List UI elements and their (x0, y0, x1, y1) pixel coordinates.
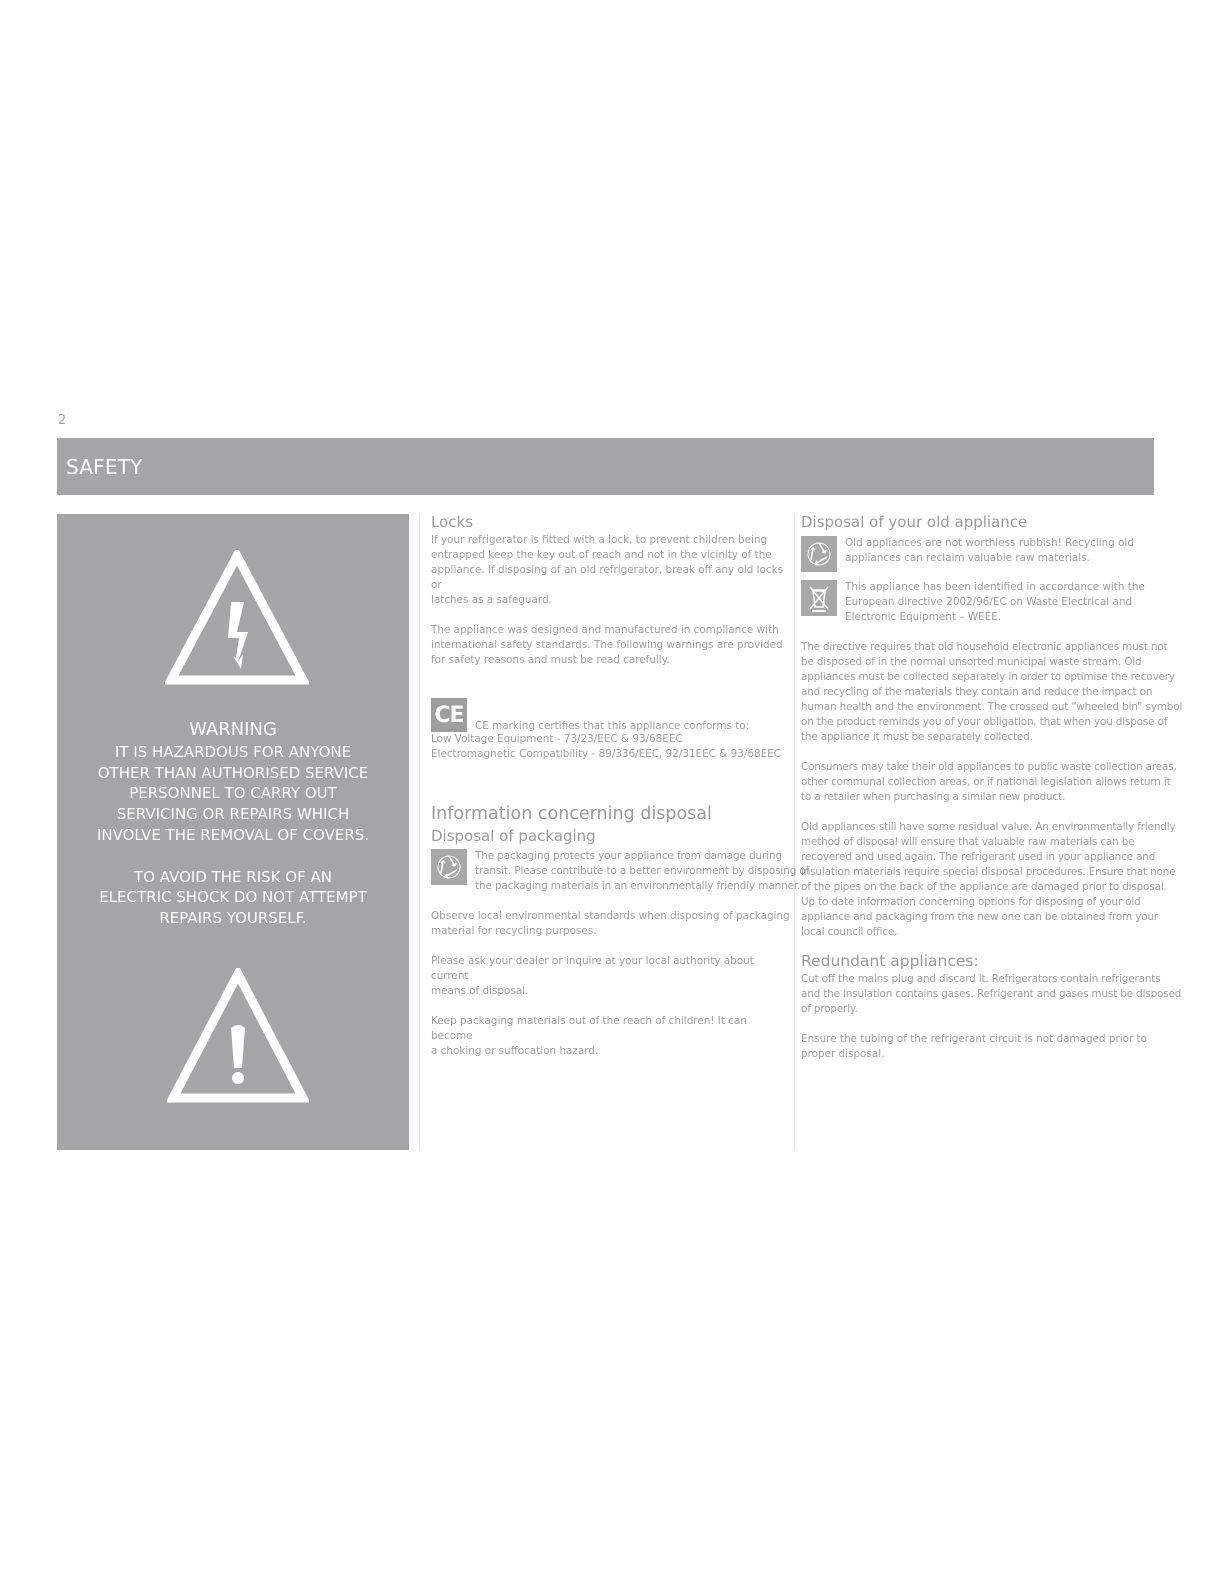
warning-line: PERSONNEL TO CARRY OUT (129, 784, 337, 803)
warning-line: IT IS HAZARDOUS FOR ANYONE (114, 743, 352, 761)
packaging-paragraph: Keep packaging materials out of the reach of children! It can become a choking or suffocation hazard. (431, 1015, 747, 1057)
exclamation-warning-icon (167, 968, 309, 1104)
ce-block (431, 698, 791, 732)
warning-line: ELECTRIC SHOCK DO NOT ATTEMPT (99, 888, 367, 907)
packaging-heading: Disposal of packaging (431, 827, 596, 845)
directive-paragraph: The directive requires that old household electronic appliances must not be disposed of in the normal unsorted municipal waste stream. Old appliances must be collected separately in order to optimise the recovery and recycling of the materials they contain and reduce the impact on human health and the environment. The crossed out “wheeled bin” symbol on the product reminds you of your obligation, that when you dispose of the appliance it must be separately collected. (801, 641, 1183, 743)
ce-text: CE marking certifies that this appliance conforms to: (475, 720, 750, 732)
page-number: 2 (58, 413, 67, 428)
right-column (801, 512, 1181, 1062)
redundant-paragraph: Ensure the tubing of the refrigerant circuit is not damaged prior to proper disposal. (801, 1033, 1147, 1060)
ce-mark-icon: CE (431, 698, 467, 732)
recycle-text: Old appliances are not worthless rubbish! Recycling old appliances can reclaim valuable raw materials. (845, 537, 1134, 564)
residual-value-paragraph: Old appliances still have some residual value. An environmentally friendly method of disposal will ensure that valuable raw materials can be recovered and used again. The refrigerant used in your appliance and insulation materials require special disposal procedures. Ensure that none of the pipes on the back of the appliance are damaged prior to disposal. Up to date information concerning options for disposing of your old appliance and packaging from the new one can be obtained from your local council office. (801, 821, 1176, 938)
electric-shock-warning-icon (165, 550, 309, 686)
recycle-icon (431, 849, 467, 885)
packaging-paragraph: Please ask your dealer or inquire at your local authority about current means of disposal. (431, 955, 754, 997)
compliance-paragraph: The appliance was designed and manufactured in compliance with international safety standards. The following warnings are provided for safety reasons and must be read carefully. (431, 624, 783, 666)
middle-column (431, 512, 810, 1059)
packaging-paragraph: Observe local environmental standards when disposing of packaging material for recycling purposes. (431, 910, 790, 937)
warning-line: OTHER THAN AUTHORISED SERVICE (97, 763, 369, 782)
packaging-text: The packaging protects your appliance from damage during transit. Please contribute to a better environment by disposing of the packaging materials in an environmentally friendly manner. (475, 850, 810, 892)
ce-line: Electromagnetic Compatibility - 89/336/EEC, 92/31EEC & 93/68EEC (431, 748, 781, 760)
warning-line: REPAIRS YOURSELF. (159, 908, 307, 927)
consumers-paragraph: Consumers may take their old appliances to public waste collection areas, other communal collection areas, or if national legislation allows return it to a retailer when purchasing a similar new product. (801, 761, 1177, 803)
old-appliance-heading: Disposal of your old appliance (801, 513, 1028, 531)
redundant-heading: Redundant appliances: (801, 952, 979, 970)
column-divider (419, 514, 420, 1150)
warning-line: INVOLVE THE REMOVAL OF COVERS. (96, 825, 370, 844)
weee-text: This appliance has been identified in accordance with the European directive 2002/96/EC on Waste Electrical and Electronic Equipment – WEEE. (845, 581, 1145, 623)
locks-paragraph: If your refrigerator is fitted with a lock, to prevent children being entrapped keep the key out of reach and not in the vicinity of the appliance. If disposing of an old refrigerator, break off any old locks or latches as a safeguard. (431, 534, 784, 606)
recycle-icon (801, 536, 837, 572)
warning-line: TO AVOID THE RISK OF AN (134, 867, 332, 886)
section-title: SAFETY (66, 455, 143, 479)
redundant-paragraph: Cut off the mains plug and discard it. Refrigerators contain refrigerants and the insulation contains gases. Refrigerant and gases must be disposed of properly. (801, 973, 1182, 1015)
crossed-bin-icon (801, 580, 837, 616)
locks-heading: Locks (431, 513, 474, 531)
disposal-info-heading: Information concerning disposal (431, 804, 712, 824)
warning-panel (57, 514, 409, 1150)
warning-heading: WARNING (189, 719, 277, 740)
section-banner (57, 438, 1154, 495)
ce-line: Low Voltage Equipment - 73/23/EEC & 93/68EEC (431, 733, 683, 745)
column-divider (794, 514, 795, 1150)
warning-line: SERVICING OR REPAIRS WHICH (116, 805, 350, 824)
